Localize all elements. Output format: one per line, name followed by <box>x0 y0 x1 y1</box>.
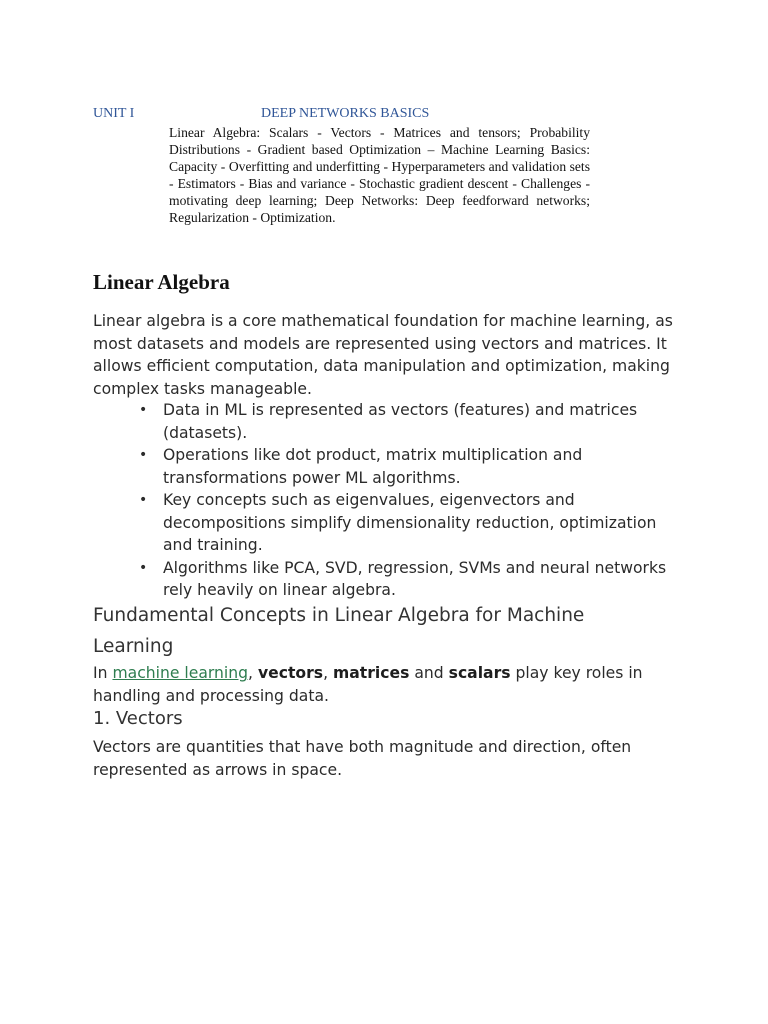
subheading-vectors: 1. Vectors <box>93 708 183 729</box>
fundamentals-paragraph <box>93 662 673 707</box>
list-item <box>93 557 683 602</box>
list-item <box>93 489 683 557</box>
linear-algebra-intro: Linear algebra is a core mathematical foundation for machine learning, as most datasets and models are represented using vectors and matrices. It allows efficient computation, data manipulation and optimization, making complex tasks manageable. <box>93 312 673 398</box>
section-heading-fundamental-concepts: Fundamental Concepts in Linear Algebra for Machine Learning <box>93 605 585 657</box>
vectors-paragraph: Vectors are quantities that have both magnitude and direction, often represented as arrows in space. <box>93 738 632 779</box>
syllabus-text: Linear Algebra: Scalars - Vectors - Matrices and tensors; Probability Distributions - Gradient based Optimization – Machine Learning Basics: Capacity - Overfitting and underfitting - Hyperparameters and validation sets - Estimators - Bias and variance - Stochastic gradient descent - Challenges -motivating deep learning; Deep Networks: Deep feedforward networks; Regularization - Optimization. <box>169 125 590 225</box>
unit-label: UNIT I <box>93 106 135 121</box>
term-scalars: scalars <box>448 664 511 682</box>
text-and: and <box>409 664 449 682</box>
list-item <box>93 399 683 444</box>
bullet-icon: • <box>139 402 148 418</box>
text-comma: , <box>248 664 258 682</box>
bullet-icon: • <box>139 559 148 576</box>
unit-title: DEEP NETWORKS BASICS <box>261 106 430 121</box>
list-item-text: Algorithms like PCA, SVD, regression, SVMs and neural networks rely heavily on linear algebra. <box>163 558 667 599</box>
machine-learning-link[interactable]: machine learning <box>112 664 249 682</box>
term-matrices: matrices <box>333 664 410 682</box>
text-in: In <box>93 664 113 682</box>
key-points-list <box>93 399 683 602</box>
bullet-icon: • <box>139 492 148 508</box>
term-vectors: vectors <box>257 664 324 682</box>
list-item <box>93 444 683 489</box>
section-heading-linear-algebra: Linear Algebra <box>93 270 230 294</box>
text-comma: , <box>323 664 334 682</box>
list-item-text: Key concepts such as eigenvalues, eigenvectors and decompositions simplify dimensionality reduction, optimization and training. <box>163 491 657 554</box>
bullet-icon: • <box>139 447 148 463</box>
unit-header <box>93 106 593 124</box>
text-rest: play key roles in handling and processing data. <box>93 664 643 705</box>
list-item-text: Data in ML is represented as vectors (features) and matrices (datasets). <box>163 401 638 442</box>
list-item-text: Operations like dot product, matrix multiplication and transformations power ML algorithms. <box>163 446 583 487</box>
